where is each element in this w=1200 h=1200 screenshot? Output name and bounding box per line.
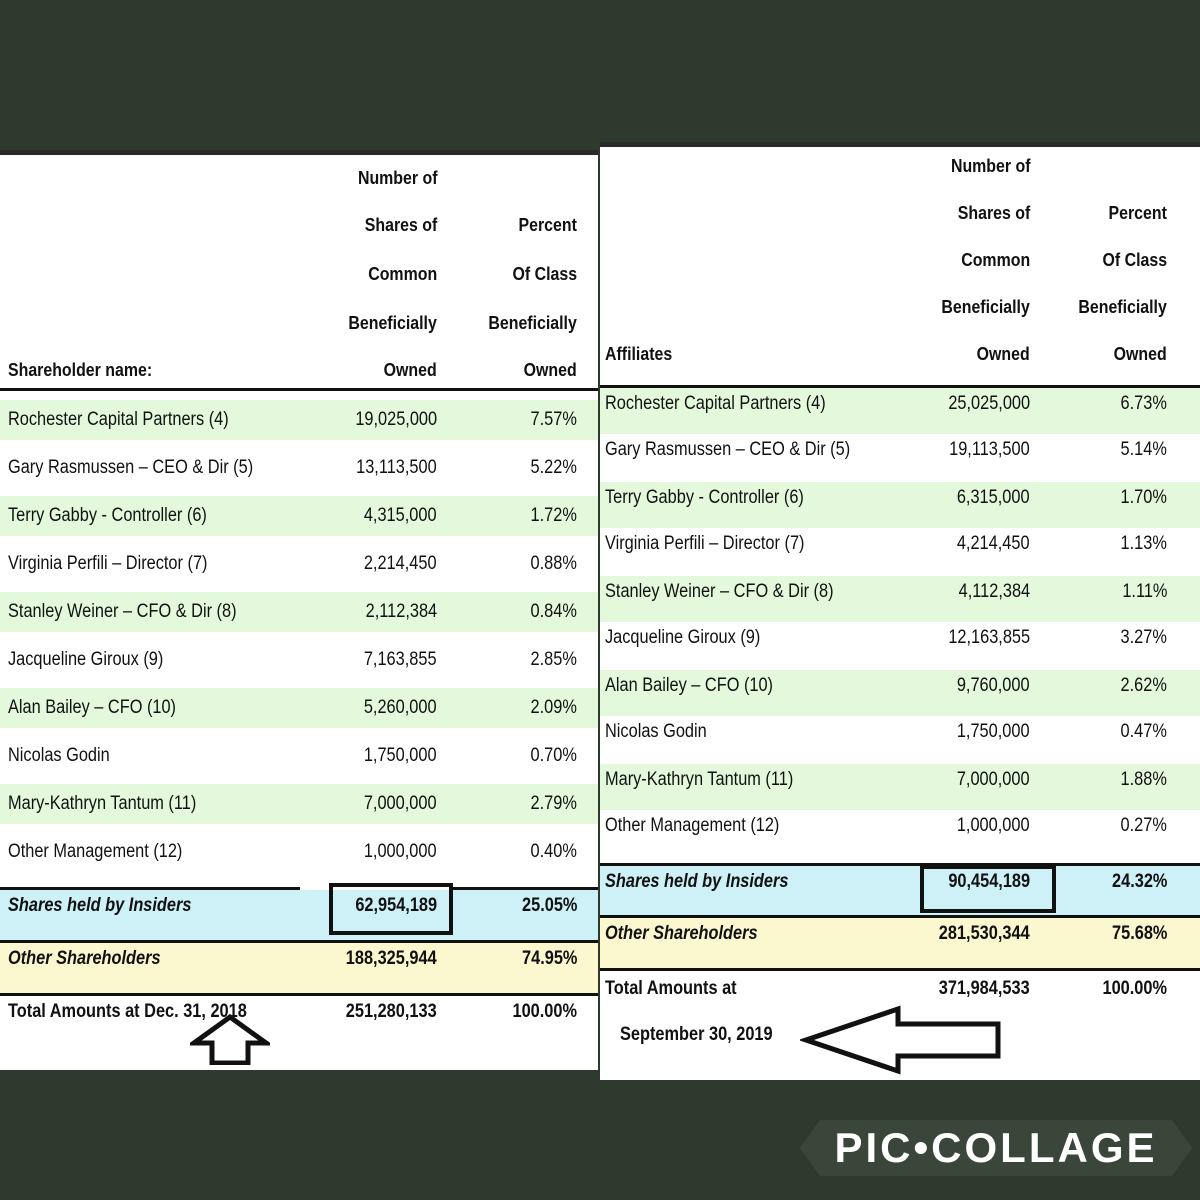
- total-shares: 251,280,133: [346, 1001, 437, 1022]
- table-row: [600, 810, 1200, 858]
- shares-value: 2,112,384: [365, 601, 437, 622]
- table-row: [0, 640, 598, 680]
- shareholder-name: Mary-Kathryn Tantum (11): [8, 793, 197, 814]
- table-row: [0, 448, 598, 488]
- right-col3-header-line: Owned: [1113, 343, 1167, 364]
- percent-value: 0.84%: [530, 601, 577, 622]
- shares-value: 5,260,000: [364, 697, 437, 718]
- percent-value: 1.72%: [530, 505, 577, 526]
- percent-value: 0.27%: [1120, 815, 1167, 836]
- table-row: [600, 622, 1200, 670]
- table-row: [600, 482, 1200, 528]
- shareholder-name: Other Management (12): [8, 841, 183, 862]
- up-arrow-icon: [190, 1013, 270, 1065]
- insiders-percent: 25.05%: [521, 895, 577, 916]
- left-col3-header-line: Owned: [523, 359, 577, 380]
- insiders-label: Shares held by Insiders: [8, 895, 192, 916]
- right-col3-header-line: Of Class: [1102, 249, 1167, 270]
- table-row: [0, 688, 598, 728]
- left-ownership-table: [0, 150, 598, 1070]
- highlight-box: [329, 883, 453, 935]
- shareholder-name: Terry Gabby - Controller (6): [8, 505, 207, 526]
- shareholder-name: Gary Rasmussen – CEO & Dir (5): [8, 457, 254, 478]
- percent-value: 0.70%: [530, 745, 577, 766]
- table-row: [600, 576, 1200, 622]
- percent-value: 6.73%: [1120, 393, 1167, 414]
- shares-value: 4,112,384: [958, 581, 1030, 602]
- shareholder-name: Virginia Perfili – Director (7): [605, 533, 805, 554]
- table-row: [600, 764, 1200, 810]
- left-col3-header-line: Percent: [518, 214, 577, 235]
- percent-value: 0.88%: [530, 553, 577, 574]
- insiders-percent: 24.32%: [1111, 871, 1167, 892]
- insiders-row: [0, 890, 598, 940]
- table-row: [600, 670, 1200, 716]
- total-label-date: September 30, 2019: [620, 1024, 773, 1045]
- shareholder-name: Jacqueline Giroux (9): [605, 627, 761, 648]
- left-col1-header: Shareholder name:: [8, 359, 153, 380]
- total-percent: 100.00%: [1102, 978, 1167, 999]
- table-row: [0, 592, 598, 632]
- insiders-row: [600, 866, 1200, 915]
- other-shareholders-shares: 281,530,344: [939, 923, 1030, 944]
- shares-value: 4,315,000: [364, 505, 437, 526]
- other-shareholders-percent: 74.95%: [521, 948, 577, 969]
- right-col2-header-line: Shares of: [957, 202, 1030, 223]
- table-row: [0, 496, 598, 536]
- left-col2-header-line: Number of: [357, 167, 437, 188]
- other-shareholders-row: [0, 943, 598, 993]
- total-percent: 100.00%: [512, 1001, 577, 1022]
- percent-value: 3.27%: [1120, 627, 1167, 648]
- table-row: [0, 400, 598, 440]
- percent-value: 1.11%: [1121, 581, 1167, 602]
- percent-value: 0.40%: [530, 841, 577, 862]
- left-col3-header-line: Of Class: [512, 263, 577, 284]
- table-row: [600, 434, 1200, 482]
- left-col2-header-line: Common: [368, 263, 437, 284]
- shares-value: 13,113,500: [356, 457, 437, 478]
- other-shareholders-shares: 188,325,944: [346, 948, 437, 969]
- percent-value: 2.62%: [1120, 675, 1167, 696]
- right-col2-header-line: Beneficially: [941, 296, 1030, 317]
- right-col1-header: Affiliates: [605, 343, 673, 364]
- percent-value: 1.70%: [1120, 487, 1167, 508]
- shares-value: 7,000,000: [364, 793, 437, 814]
- shares-value: 7,000,000: [957, 769, 1030, 790]
- right-col3-header-line: Beneficially: [1078, 296, 1167, 317]
- percent-value: 5.14%: [1120, 439, 1167, 460]
- shareholder-name: Stanley Weiner – CFO & Dir (8): [605, 581, 834, 602]
- shares-value: 9,760,000: [957, 675, 1030, 696]
- shareholder-name: Virginia Perfili – Director (7): [8, 553, 208, 574]
- shares-value: 1,000,000: [364, 841, 437, 862]
- right-col2-header-line: Common: [961, 249, 1030, 270]
- total-label: Total Amounts at: [605, 978, 737, 999]
- shares-value: 1,750,000: [957, 721, 1030, 742]
- shares-value: 19,113,500: [949, 439, 1030, 460]
- shareholder-name: Nicolas Godin: [8, 745, 110, 766]
- shareholder-name: Other Management (12): [605, 815, 780, 836]
- right-col2-header-line: Number of: [950, 155, 1030, 176]
- right-col2-header-line: Owned: [976, 343, 1030, 364]
- shareholder-name: Mary-Kathryn Tantum (11): [605, 769, 794, 790]
- shares-value: 6,315,000: [957, 487, 1030, 508]
- right-col3-header-line: Percent: [1108, 202, 1167, 223]
- left-col2-header-line: Owned: [383, 359, 437, 380]
- pic-collage-watermark: PIC•COLLAGE: [820, 1120, 1172, 1176]
- total-shares: 371,984,533: [939, 978, 1030, 999]
- left-header-rule: [0, 388, 598, 391]
- table-row: [600, 528, 1200, 576]
- table-row: [600, 716, 1200, 764]
- left-arrow-icon: [800, 1005, 1005, 1075]
- left-col2-header-line: Beneficially: [348, 312, 437, 333]
- insiders-shares: 62,954,189: [355, 895, 437, 916]
- left-col2-header-line: Shares of: [364, 214, 437, 235]
- shareholder-name: Stanley Weiner – CFO & Dir (8): [8, 601, 237, 622]
- percent-value: 1.88%: [1120, 769, 1167, 790]
- left-col3-header-line: Beneficially: [488, 312, 577, 333]
- highlight-box: [920, 865, 1056, 913]
- other-shareholders-row: [600, 918, 1200, 968]
- total-label: Total Amounts at Dec. 31, 2018: [8, 1001, 247, 1022]
- percent-value: 2.85%: [530, 649, 577, 670]
- shareholder-name: Alan Bailey – CFO (10): [605, 675, 774, 696]
- shares-value: 1,000,000: [957, 815, 1030, 836]
- shareholder-name: Alan Bailey – CFO (10): [8, 697, 177, 718]
- shares-value: 4,214,450: [957, 533, 1030, 554]
- shareholder-name: Rochester Capital Partners (4): [605, 393, 826, 414]
- percent-value: 0.47%: [1120, 721, 1167, 742]
- shareholder-name: Jacqueline Giroux (9): [8, 649, 164, 670]
- shares-value: 7,163,855: [364, 649, 437, 670]
- shares-value: 1,750,000: [364, 745, 437, 766]
- insiders-label: Shares held by Insiders: [605, 871, 789, 892]
- shares-value: 12,163,855: [948, 627, 1030, 648]
- shareholder-name: Nicolas Godin: [605, 721, 707, 742]
- percent-value: 1.13%: [1120, 533, 1167, 554]
- table-row: [0, 784, 598, 824]
- insiders-shares: 90,454,189: [948, 871, 1030, 892]
- percent-value: 5.22%: [530, 457, 577, 478]
- shareholder-name: Gary Rasmussen – CEO & Dir (5): [605, 439, 851, 460]
- table-row: [0, 832, 598, 872]
- percent-value: 2.79%: [530, 793, 577, 814]
- other-shareholders-label: Other Shareholders: [605, 923, 758, 944]
- shares-value: 19,025,000: [355, 409, 437, 430]
- other-shareholders-percent: 75.68%: [1111, 923, 1167, 944]
- other-shareholders-label: Other Shareholders: [8, 948, 161, 969]
- shareholder-name: Rochester Capital Partners (4): [8, 409, 229, 430]
- table-row: [0, 736, 598, 776]
- shareholder-name: Terry Gabby - Controller (6): [605, 487, 804, 508]
- percent-value: 7.57%: [530, 409, 577, 430]
- percent-value: 2.09%: [530, 697, 577, 718]
- table-row: [0, 544, 598, 584]
- right-ownership-table: [600, 142, 1200, 1080]
- table-row: [600, 388, 1200, 434]
- shares-value: 25,025,000: [948, 393, 1030, 414]
- total-row: [0, 996, 598, 1056]
- shares-value: 2,214,450: [364, 553, 437, 574]
